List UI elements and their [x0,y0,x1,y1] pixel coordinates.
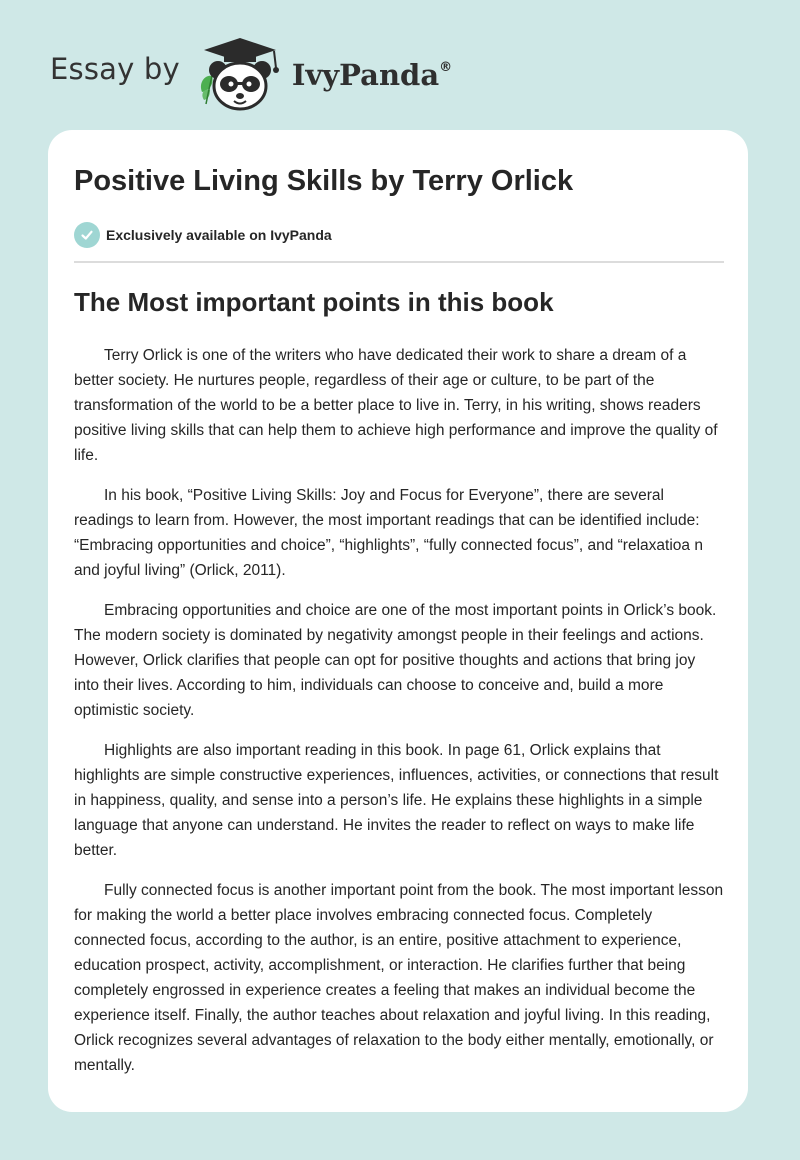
exclusive-badge [74,222,332,248]
paragraph: In his book, “Positive Living Skills: Joy and Focus for Everyone”, there are several readings to learn from. However, the most important readings that can be identified include: “Embracing opportunities and choice”, “highlights”, “fully connected focus”, and “relaxatioa n and joyful living” (Orlick, 2011). [74,487,703,579]
divider [74,261,724,263]
registered-mark: ® [439,60,453,75]
paragraph: Highlights are also important reading in this book. In page 61, Orlick explains that highlights are simple constructive experiences, influences, activities, or connections that result in happiness, quality, and sense into a person’s life. He explains these highlights in a simple language that anyone can understand. He invites the reader to reflect on ways to make life better. [74,742,719,859]
brand-prefix: Essay by [50,52,180,86]
paragraph: Fully connected focus is another important point from the book. The most important lesson for making the world a better place involves embracing connected focus. Completely connected focus, according to the author, is an entire, positive attachment to experience, education prospect, activity, accomplishment, or interaction. He clarifies further that being completely engrossed in experience creates a feeling that makes an individual become the experience itself. Finally, the author teaches about relaxation and joyful living. In this reading, Orlick recognizes several advantages of relaxation to the body either mentally, emotionally, or mentally. [74,882,724,1074]
article-title: Positive Living Skills by Terry Orlick [74,165,574,197]
section-heading: The Most important points in this book [74,287,554,317]
panda-graduate-icon [194,34,286,114]
paragraph: Terry Orlick is one of the writers who have dedicated their work to share a dream of a better society. He nurtures people, regardless of their age or culture, to be part of the transformation of the world to be a better place to live in. Terry, in his writing, shows readers positive living skills that can help them to achieve high performance and improve the quality of life. [74,347,718,464]
paragraph: Embracing opportunities and choice are one of the most important points in Orlick’s book. The modern society is dominated by negativity amongst people in their feelings and actions. However, Orlick clarifies that people can opt for positive thoughts and actions that bring joy into their lives. According to him, individuals can choose to conceive and, build a more optimistic society. [74,602,717,719]
article-body [74,343,724,1093]
check-circle-icon [74,222,100,248]
exclusive-badge-text: Exclusively available on IvyPanda [106,227,332,243]
brand-name: IvyPanda® [291,58,453,92]
brand-header[interactable] [50,34,452,114]
article-card [48,130,748,1112]
